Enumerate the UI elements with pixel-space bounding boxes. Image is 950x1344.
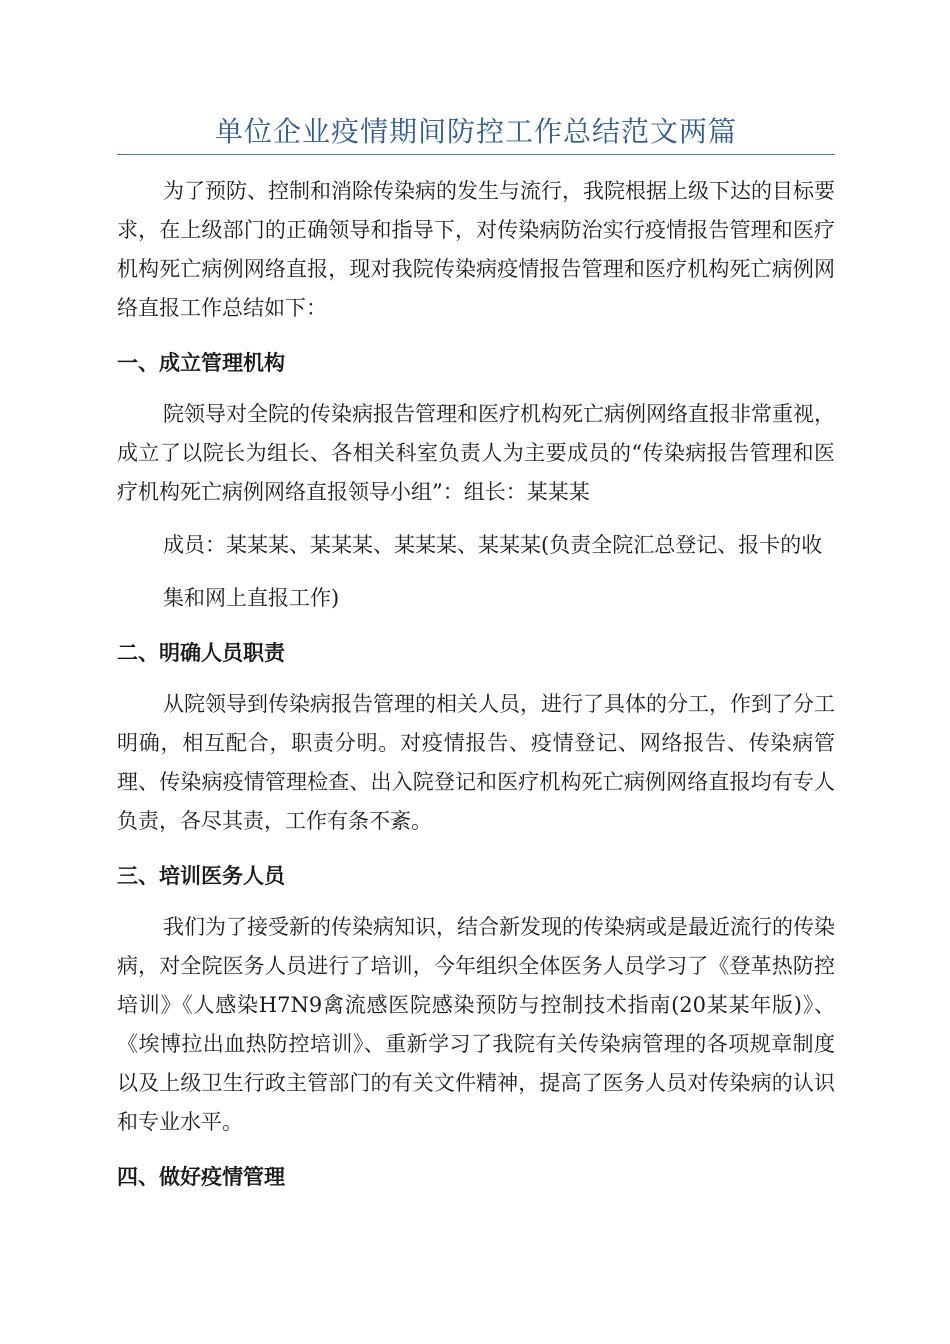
section-paragraph: 我们为了接受新的传染病知识，结合新发现的传染病或是最近流行的传染病，对全院医务人员进行了培训，今年组织全体医务人员学习了《登革热防控培训》《人感染H7N9禽流感医院感染预防与控制技术指南(20某某年版)》、《埃博拉出血热防控培训》、重新学习了我院有关传染病管理的各项规章制度以及上级卫生行政主管部门的有关文件精神，提高了医务人员对传染病的认识和专业水平。 <box>117 915 835 1134</box>
section-paragraph: 从院领导到传染病报告管理的相关人员，进行了具体的分工，作到了分工明确，相互配合，职责分明。对疫情报告、疫情登记、网络报告、传染病管理、传染病疫情管理检查、出入院登记和医疗机构死亡病例网络直报均有专人负责，各尽其责，工作有条不紊。 <box>117 692 835 833</box>
section-paragraph: 院领导对全院的传染病报告管理和医疗机构死亡病例网络直报非常重视，成立了以院长为组长、各相关科室负责人为主要成员的“传染病报告管理和医疗机构死亡病例网络直报领导小组”：组长：某某某 <box>117 402 835 504</box>
document-title: 单位企业疫情期间防控工作总结范文两篇 <box>214 115 737 148</box>
section-heading: 三、培训医务人员 <box>117 864 285 888</box>
section-heading: 二、明确人员职责 <box>117 641 285 665</box>
section-paragraph: 成员：某某某、某某某、某某某、某某某(负责全院汇总登记、报卡的收 <box>163 533 823 557</box>
section-paragraph: 集和网上直报工作) <box>163 586 340 610</box>
intro-paragraph: 为了预防、控制和消除传染病的发生与流行，我院根据上级下达的目标要求，在上级部门的正确领导和指导下，对传染病防治实行疫情报告管理和医疗机构死亡病例网络直报，现对我院传染病疫情报告管理和医疗机构死亡病例网络直报工作总结如下： <box>117 179 835 320</box>
section-heading: 一、成立管理机构 <box>117 351 285 375</box>
title-underline <box>117 154 835 155</box>
document-body <box>117 172 835 1209</box>
section-heading: 四、做好疫情管理 <box>117 1165 285 1189</box>
